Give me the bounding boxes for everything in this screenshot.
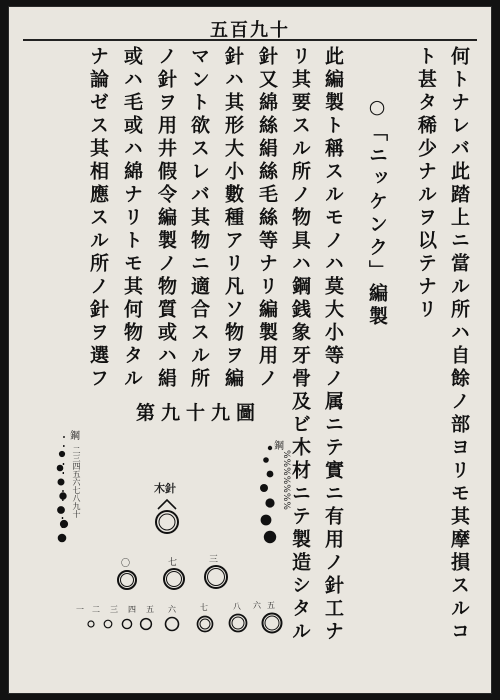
mid-mark-2: 七 [168, 558, 178, 568]
left-mark-5: 六 [72, 478, 81, 486]
text-line-4: 此編製ト稱スルモノハ莫大小等ノ属ニテ實ニ有用ノ針工ナ [322, 46, 344, 644]
bottom-mark-7: 七 [200, 603, 208, 612]
left-mark-8: 九 [72, 502, 81, 510]
book-page [8, 6, 492, 694]
left-mark-2: 三 [72, 454, 81, 462]
text-line-10: 或ハ毛或ハ綿ナリトモ其何物タル [121, 46, 143, 391]
needle-gauge-figure [8, 6, 492, 694]
left-mark-6: 七 [72, 486, 81, 494]
mid-ring-row [118, 566, 227, 589]
mid-mark-3: 三 [209, 555, 219, 565]
left-gauge-marks [70, 446, 82, 518]
left-gauge-label: 鋼 [70, 431, 80, 442]
section-heading: ○「ニッケンク」編製 [366, 96, 388, 329]
bottom-mark-5: 五 [146, 605, 154, 614]
bottom-mark-6: 六 [168, 605, 176, 614]
right-mark-5: % [281, 484, 291, 493]
left-mark-1: 二 [72, 446, 81, 454]
text-line-9: ノ針ヲ用井假令編製ノ物質或ハ絹 [155, 46, 177, 391]
text-line-11: ナ論ゼス其相應スル所ノ針ヲ選フ [87, 46, 109, 391]
left-gauge [57, 436, 67, 544]
bottom-mark-9: 五 [267, 601, 275, 610]
right-mark-6: % [281, 492, 291, 502]
right-mark-2: % [281, 458, 291, 468]
right-gauge-marks [278, 450, 293, 510]
text-line-8: マント欲スレバ其物ニ適合スル所 [188, 46, 210, 391]
bottom-mark-10: 六 [253, 601, 261, 610]
right-gauge-label: 鋼 [274, 441, 284, 452]
figure-title: 第九十九圖 [136, 402, 262, 424]
page-number: 五百九十 [210, 20, 290, 41]
needle-label: 木針 [154, 482, 176, 495]
text-line-6: 針又綿絲絹絲毛絲等ナリ編製用ノ [256, 46, 278, 391]
bottom-mark-2: 二 [92, 605, 100, 614]
right-mark-3: % [281, 467, 291, 476]
left-mark-4: 五 [72, 470, 81, 478]
bottom-mark-8: 八 [233, 602, 241, 611]
bottom-mark-3: 三 [110, 605, 118, 614]
right-gauge [260, 446, 276, 543]
text-line-1: 何トナレバ此踏上ニ當ル所ハ自餘ノ部ヨリモ其摩損スルコ [448, 46, 470, 644]
bottom-mark-1: 一 [76, 605, 84, 614]
left-mark-7: 八 [72, 494, 81, 502]
text-line-5: リ其要スル所ノ物具ハ鋼銭象牙骨及ビ木材ニテ製造シタル [289, 46, 311, 644]
right-mark-4: % [281, 475, 291, 485]
mid-mark-1: 〇 [121, 559, 131, 569]
left-mark-9: 十 [72, 510, 81, 518]
right-mark-7: % [281, 501, 291, 510]
right-mark-1: % [281, 450, 291, 459]
text-line-7: 針ハ其形大小數種アリ凡ソ物ヲ編 [222, 46, 244, 391]
wooden-needle-gauge [156, 500, 178, 533]
bottom-mark-4: 四 [128, 605, 136, 614]
bottom-ring-row [88, 614, 282, 633]
left-mark-3: 四 [72, 462, 81, 470]
text-line-2: ト甚タ稀少ナルヲ以テナリ [415, 46, 437, 322]
